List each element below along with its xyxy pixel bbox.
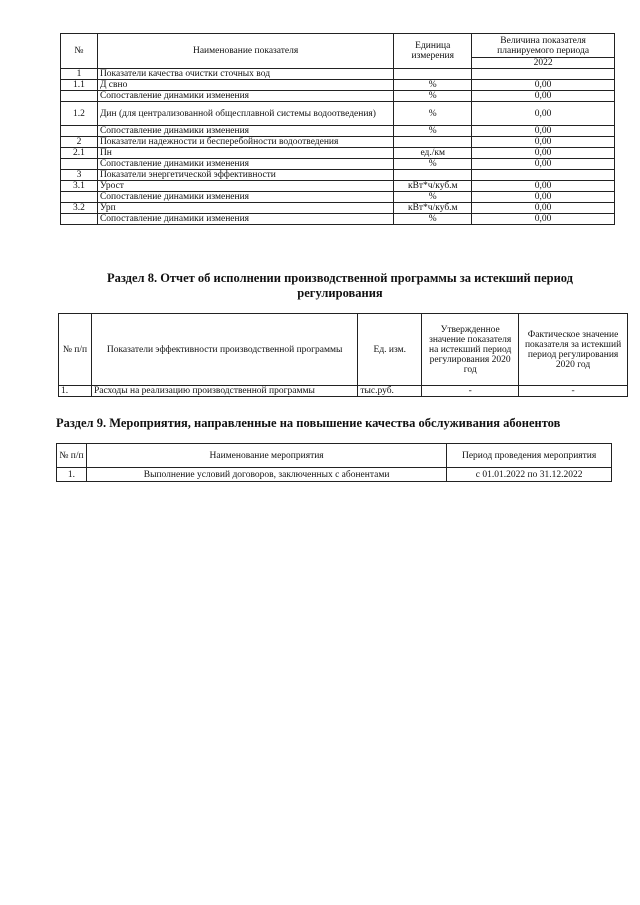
row-name: Сопоставление динамики изменения: [97, 214, 393, 225]
row-name: Сопоставление динамики изменения: [97, 91, 393, 102]
row-value: 0,00: [472, 192, 615, 203]
table-row: [61, 159, 615, 170]
col-header-num: №: [61, 34, 98, 69]
row-value: 0,00: [472, 203, 615, 214]
program-report-table: [58, 313, 628, 397]
col-header-unit: Ед. изм.: [358, 314, 422, 386]
row-value: 0,00: [472, 181, 615, 192]
col-header-value: Величина показателя планируемого периода: [472, 34, 615, 58]
row-name: Показатели качества очистки сточных вод: [97, 69, 393, 80]
service-measures-table: [56, 443, 612, 482]
row-approved: -: [422, 386, 519, 397]
row-name: Показатели надежности и бесперебойности водоотведения: [97, 137, 393, 148]
row-name: Сопоставление динамики изменения: [97, 159, 393, 170]
table-row: [61, 102, 615, 126]
row-unit: [394, 137, 472, 148]
row-value: 0,00: [472, 91, 615, 102]
col-header-name: Наименование мероприятия: [86, 444, 446, 468]
col-header-year: 2022: [472, 58, 615, 69]
table-row: [61, 203, 615, 214]
row-num: 2.1: [61, 148, 98, 159]
row-num: [61, 126, 98, 137]
col-header-num: № п/п: [59, 314, 92, 386]
row-unit: кВт*ч/куб.м: [394, 181, 472, 192]
row-num: 1.: [59, 386, 92, 397]
table-row: [61, 69, 615, 80]
table-row: [61, 91, 615, 102]
row-name: Урост: [97, 181, 393, 192]
row-unit: %: [394, 192, 472, 203]
row-num: [61, 192, 98, 203]
row-unit: %: [394, 102, 472, 126]
row-name: Сопоставление динамики изменения: [97, 192, 393, 203]
col-header-name: Наименование показателя: [97, 34, 393, 69]
row-unit: кВт*ч/куб.м: [394, 203, 472, 214]
col-header-actual: Фактическое значение показателя за истекший период регулирования 2020 год: [519, 314, 628, 386]
row-actual: -: [519, 386, 628, 397]
row-value: 0,00: [472, 80, 615, 91]
col-header-period: Период проведения мероприятия: [447, 444, 612, 468]
row-num: 1.: [57, 468, 87, 482]
table-row: [61, 181, 615, 192]
row-name: Урп: [97, 203, 393, 214]
col-header-num: № п/п: [57, 444, 87, 468]
row-num: [61, 91, 98, 102]
row-period: с 01.01.2022 по 31.12.2022: [447, 468, 612, 482]
row-name: Пн: [97, 148, 393, 159]
row-name: Д свно: [97, 80, 393, 91]
table-row: [61, 170, 615, 181]
table-row: [61, 148, 615, 159]
row-unit: %: [394, 214, 472, 225]
table-row: [57, 468, 612, 482]
table-row: [61, 137, 615, 148]
section-8-title: Раздел 8. Отчет об исполнении производственной программы за истекший период регулирования: [107, 271, 573, 300]
row-unit: [394, 170, 472, 181]
row-value: [472, 170, 615, 181]
section-9-title: Раздел 9. Мероприятия, направленные на повышение качества обслуживания абонентов: [56, 416, 561, 430]
row-name: Выполнение условий договоров, заключенных с абонентами: [86, 468, 446, 482]
row-value: 0,00: [472, 148, 615, 159]
row-name: Сопоставление динамики изменения: [97, 126, 393, 137]
row-unit: %: [394, 91, 472, 102]
row-unit: %: [394, 159, 472, 170]
table-row: [61, 80, 615, 91]
row-name: Расходы на реализацию производственной программы: [91, 386, 357, 397]
table-row: [61, 126, 615, 137]
table-row: [61, 214, 615, 225]
row-unit: ед./км: [394, 148, 472, 159]
row-num: 2: [61, 137, 98, 148]
row-num: 3.1: [61, 181, 98, 192]
col-header-unit: Единица измерения: [394, 34, 472, 69]
row-value: [472, 69, 615, 80]
row-unit: [394, 69, 472, 80]
row-num: [61, 159, 98, 170]
row-value: 0,00: [472, 126, 615, 137]
row-value: 0,00: [472, 137, 615, 148]
row-num: 1.1: [61, 80, 98, 91]
row-num: 1.2: [61, 102, 98, 126]
indicators-table: [60, 33, 615, 225]
table-row: [59, 386, 628, 397]
col-header-approved: Утвержденное значение показателя на истекший период регулирования 2020 год: [422, 314, 519, 386]
row-unit: тыс.руб.: [358, 386, 422, 397]
row-name: Дин (для централизованной общесплавной системы водоотведения): [97, 102, 393, 126]
row-value: 0,00: [472, 102, 615, 126]
row-value: 0,00: [472, 214, 615, 225]
col-header-name: Показатели эффективности производственной программы: [91, 314, 357, 386]
row-value: 0,00: [472, 159, 615, 170]
row-num: 3.2: [61, 203, 98, 214]
row-unit: %: [394, 80, 472, 91]
row-unit: %: [394, 126, 472, 137]
row-name: Показатели энергетической эффективности: [97, 170, 393, 181]
row-num: 1: [61, 69, 98, 80]
table-row: [61, 192, 615, 203]
row-num: 3: [61, 170, 98, 181]
row-num: [61, 214, 98, 225]
